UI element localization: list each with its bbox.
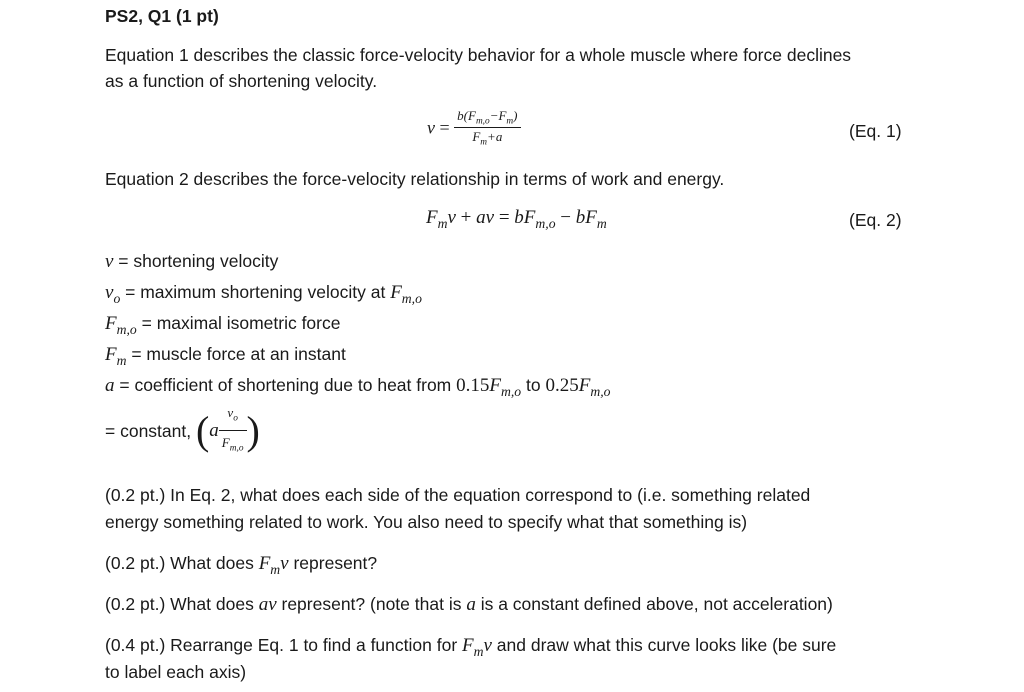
- question-1-line-1: (0.2 pt.) In Eq. 2, what does each side of the equation correspond to (i.e. something related: [105, 485, 811, 505]
- equation-1-fraction: $\frac{b(F_{m,o}-F_m)}{F_m+a}$: [454, 108, 520, 148]
- definition-a: a = coefficient of shortening due to heat from $0.15F_{m,o}$ to $0.25F_{m,o}$: [105, 375, 611, 399]
- definition-b: = constant, (a $\frac{v_o}{F_{m,o}}$ ): [105, 402, 260, 460]
- intro-line-2: as a function of shortening velocity.: [105, 71, 378, 91]
- question-4-line-1: (0.4 pt.) Rearrange Eq. 1 to find a function for $F_mv$ and draw what this curve looks like (be sure: [105, 635, 837, 659]
- equation-2: $F_mv$ + av = $bF_{m,o} - bF_m$: [426, 207, 607, 231]
- equation-1-label: (Eq. 1): [849, 121, 902, 141]
- intro-line-1: Equation 1 describes the classic force-velocity behavior for a whole muscle where force declines: [105, 45, 852, 65]
- definition-vo: $v_o$ = maximum shortening velocity at $F_{m,o}$: [105, 282, 422, 306]
- equation-2-label: (Eq. 2): [849, 210, 902, 230]
- definition-fm: $F_m$ = muscle force at an instant: [105, 344, 346, 368]
- question-2: (0.2 pt.) What does $F_mv$ represent?: [105, 553, 378, 577]
- page-title: PS2, Q1 (1 pt): [105, 6, 219, 26]
- definition-v: v = shortening velocity: [105, 251, 279, 272]
- question-1-line-2: energy something related to work. You also need to specify what that something is): [105, 512, 748, 532]
- equation-1: v = $\frac{b(F_{m,o}-F_m)}{F_m+a}$: [427, 108, 521, 148]
- question-4-line-2: to label each axis): [105, 662, 247, 682]
- question-3: (0.2 pt.) What does av represent? (note that is a is a constant defined above, not acceleration): [105, 594, 833, 615]
- equation-2-intro: Equation 2 describes the force-velocity relationship in terms of work and energy.: [105, 169, 725, 189]
- definition-b-fraction: $\frac{v_o}{F_{m,o}}$: [219, 402, 247, 460]
- definition-fmo: $F_{m,o}$ = maximal isometric force: [105, 313, 341, 337]
